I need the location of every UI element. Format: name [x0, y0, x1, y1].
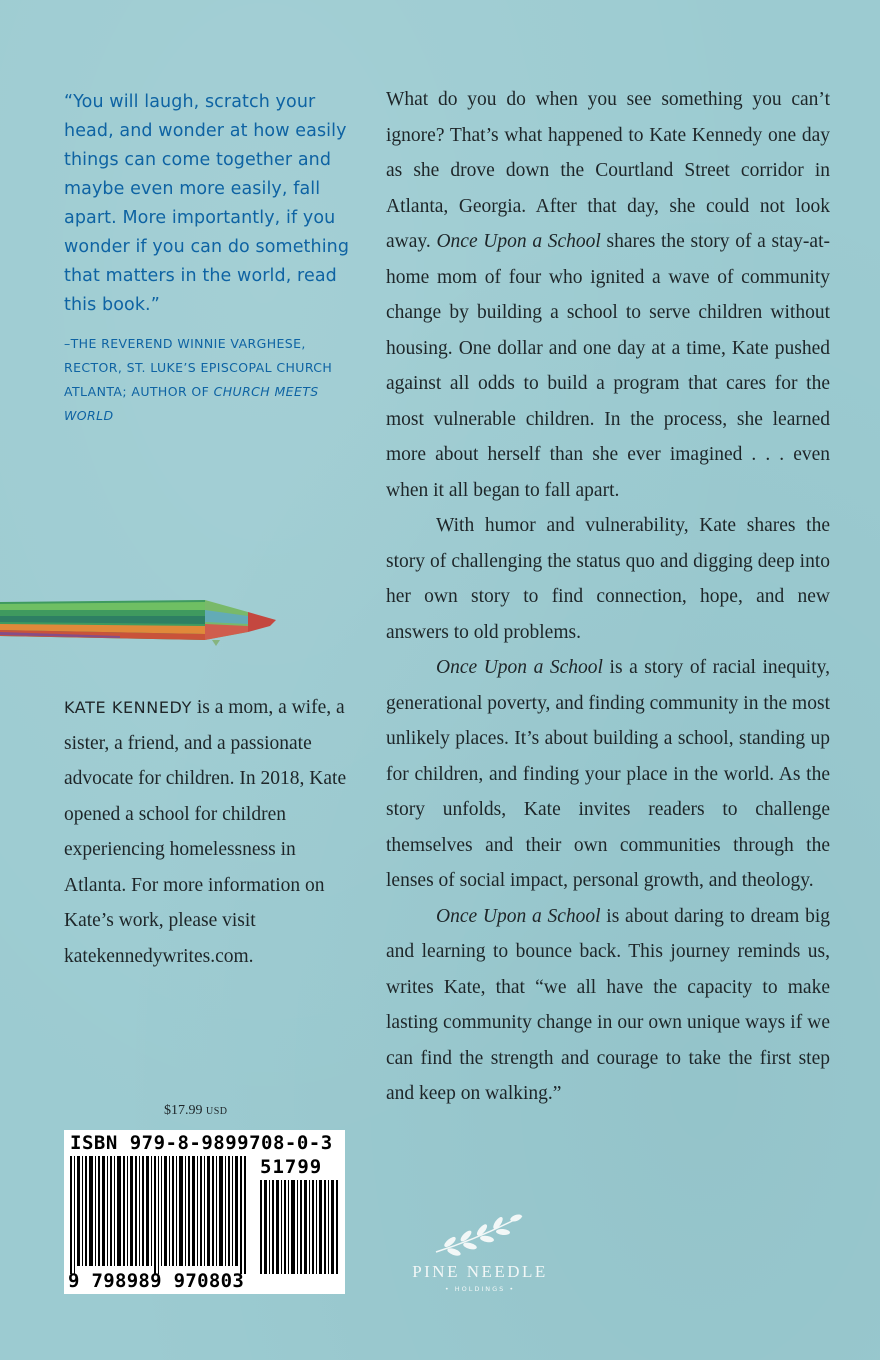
attribution-book-title: CHURCH MEETS WORLD — [64, 384, 319, 423]
endorsement-attribution — [64, 332, 354, 428]
attribution-text: –THE REVEREND WINNIE VARGHESE, RECTOR, ST. LUKE’S EPISCOPAL CHURCH ATLANTA; AUTHOR OF — [64, 336, 333, 399]
author-bio-text: is a mom, a wife, a sister, a friend, and a passionate advocate for children. In 2018, Kate opened a school for children experiencing homelessness in Atlanta. For more information on Kate’s work, please visit katekennedywrites.com. — [64, 697, 347, 967]
colored-pencil-illustration — [0, 596, 280, 650]
publisher-name: PINE NEEDLE — [412, 1262, 548, 1281]
book-title-ref: Once Upon a School — [436, 657, 603, 678]
publisher-subtitle: • HOLDINGS • — [444, 1285, 516, 1293]
price-currency: USD — [206, 1106, 228, 1117]
author-bio — [64, 690, 349, 974]
blurb-paragraph-1: What do you do when you see something you can’t ignore? That’s what happened to Kate Kennedy one day as she drove down the Courtland Street corridor in Atlanta, Georgia. After that day, she could not look away. Once Upon a School shares the story of a stay-at-home mom of four who ignited a wave of community change by building a school to serve children without housing. One dollar and one day at a time, Kate pushed against all odds to build a program that cares for the most vulnerable children. In the process, she learned more about herself than she ever imagined . . . even when it all began to fall apart. — [386, 89, 830, 501]
blurb-paragraph-2: With humor and vulnerability, Kate shares the story of challenging the status quo and digging deep into her own story to find connection, hope, and new answers to old problems. — [386, 515, 830, 643]
endorsement — [64, 88, 354, 428]
barcode-bars — [70, 1156, 248, 1274]
barcode-price-code: 51799 — [260, 1156, 323, 1178]
blurb-paragraph-3: Once Upon a School is a story of racial inequity, generational poverty, and finding community in the most unlikely places. It’s about building a school, standing up for children, and finding your place in the world. As the story unfolds, Kate invites readers to challenge themselves and their own communities through the lenses of social impact, personal growth, and theology. — [386, 657, 830, 891]
blurb-paragraph-4: Once Upon a School is about daring to dream big and learning to bounce back. This journey reminds us, writes Kate, that “we all have the capacity to make lasting community change in our own unique ways if we can find the strength and courage to take the first step and keep on walking.” — [386, 905, 830, 1104]
isbn-number: ISBN 979-8-9899708-0-3 — [70, 1132, 333, 1154]
barcode-digits: 9 798989 970803 — [68, 1270, 245, 1292]
barcode-addon-bars — [260, 1180, 338, 1274]
price-amount: $17.99 — [164, 1103, 203, 1118]
book-title-ref: Once Upon a School — [436, 231, 601, 252]
price — [164, 1103, 228, 1119]
endorsement-quote: “You will laugh, scratch your head, and wonder at how easily things can come together and maybe even more easily, fall apart. More importantly, if you wonder if you can do something that matters in the world, read this book.” — [64, 92, 350, 315]
isbn-barcode — [64, 1130, 345, 1294]
pine-branch-icon — [430, 1208, 530, 1258]
author-name: KATE KENNEDY — [64, 698, 192, 717]
book-title-ref: Once Upon a School — [436, 905, 601, 927]
book-description — [386, 82, 830, 1112]
publisher-logo — [395, 1208, 565, 1308]
